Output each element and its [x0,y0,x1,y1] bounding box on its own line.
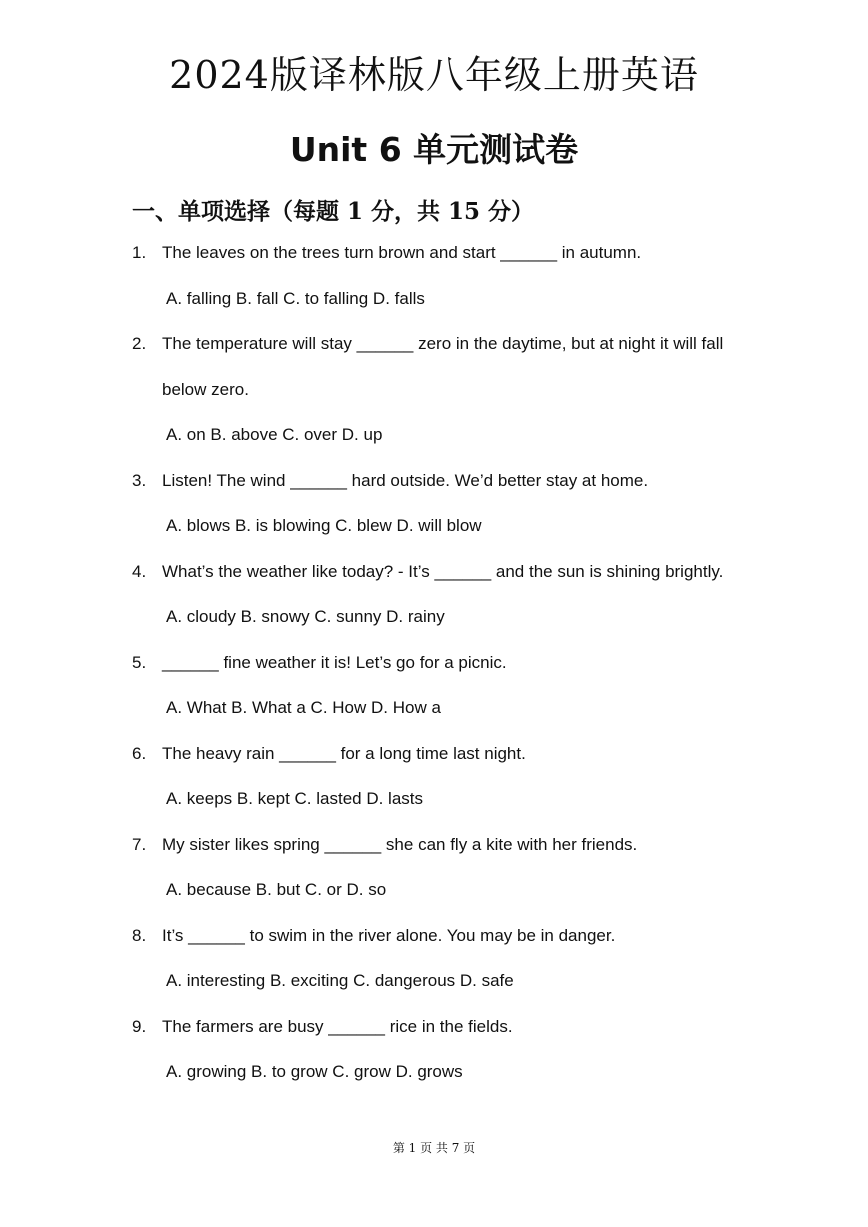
question-options: A. keeps B. kept C. lasted D. lasts [166,789,424,808]
document-title: 2024版译林版八年级上册英语 [169,53,699,97]
question-options: A. on B. above C. over D. up [166,425,383,444]
question-text: ______ fine weather it is! Let’s go for a picnic. [162,653,507,672]
section-heading: 一、单项选择（每题 1 分，共 15 分） [132,198,535,225]
question-number: 8. [132,926,147,945]
question-options: A. falling B. fall C. to falling D. falls [166,289,425,308]
question-text: Listen! The wind ______ hard outside. We’d better stay at home. [162,471,649,490]
question-text: The heavy rain ______ for a long time last night. [162,744,526,763]
question-text: What’s the weather like today? - It’s ______ and the sun is shining brightly. [162,562,724,581]
question-number: 7. [132,835,147,854]
question-options: A. because B. but C. or D. so [166,880,387,899]
question-number: 2. [132,334,147,353]
question-text: My sister likes spring ______ she can fly a kite with her friends. [162,835,638,854]
question-text-continued: below zero. [162,380,249,399]
question-options: A. interesting B. exciting C. dangerous D. safe [166,971,514,990]
question-number: 3. [132,471,147,490]
question-options: A. cloudy B. snowy C. sunny D. rainy [166,607,445,626]
question-number: 4. [132,562,147,581]
question-number: 5. [132,653,147,672]
question-number: 9. [132,1017,147,1036]
question-text: The leaves on the trees turn brown and start ______ in autumn. [162,243,642,262]
question-options: A. blows B. is blowing C. blew D. will blow [166,516,482,535]
question-text: The temperature will stay ______ zero in the daytime, but at night it will fall [162,334,724,353]
question-options: A. growing B. to grow C. grow D. grows [166,1062,463,1081]
question-number: 1. [132,243,147,262]
question-options: A. What B. What a C. How D. How a [166,698,441,717]
document-subtitle: Unit 6 单元测试卷 [289,130,579,169]
question-text: It’s ______ to swim in the river alone. You may be in danger. [162,926,616,945]
page-footer: 第 1 页 共 7 页 [392,1141,476,1155]
question-number: 6. [132,744,147,763]
question-text: The farmers are busy ______ rice in the fields. [162,1017,513,1036]
